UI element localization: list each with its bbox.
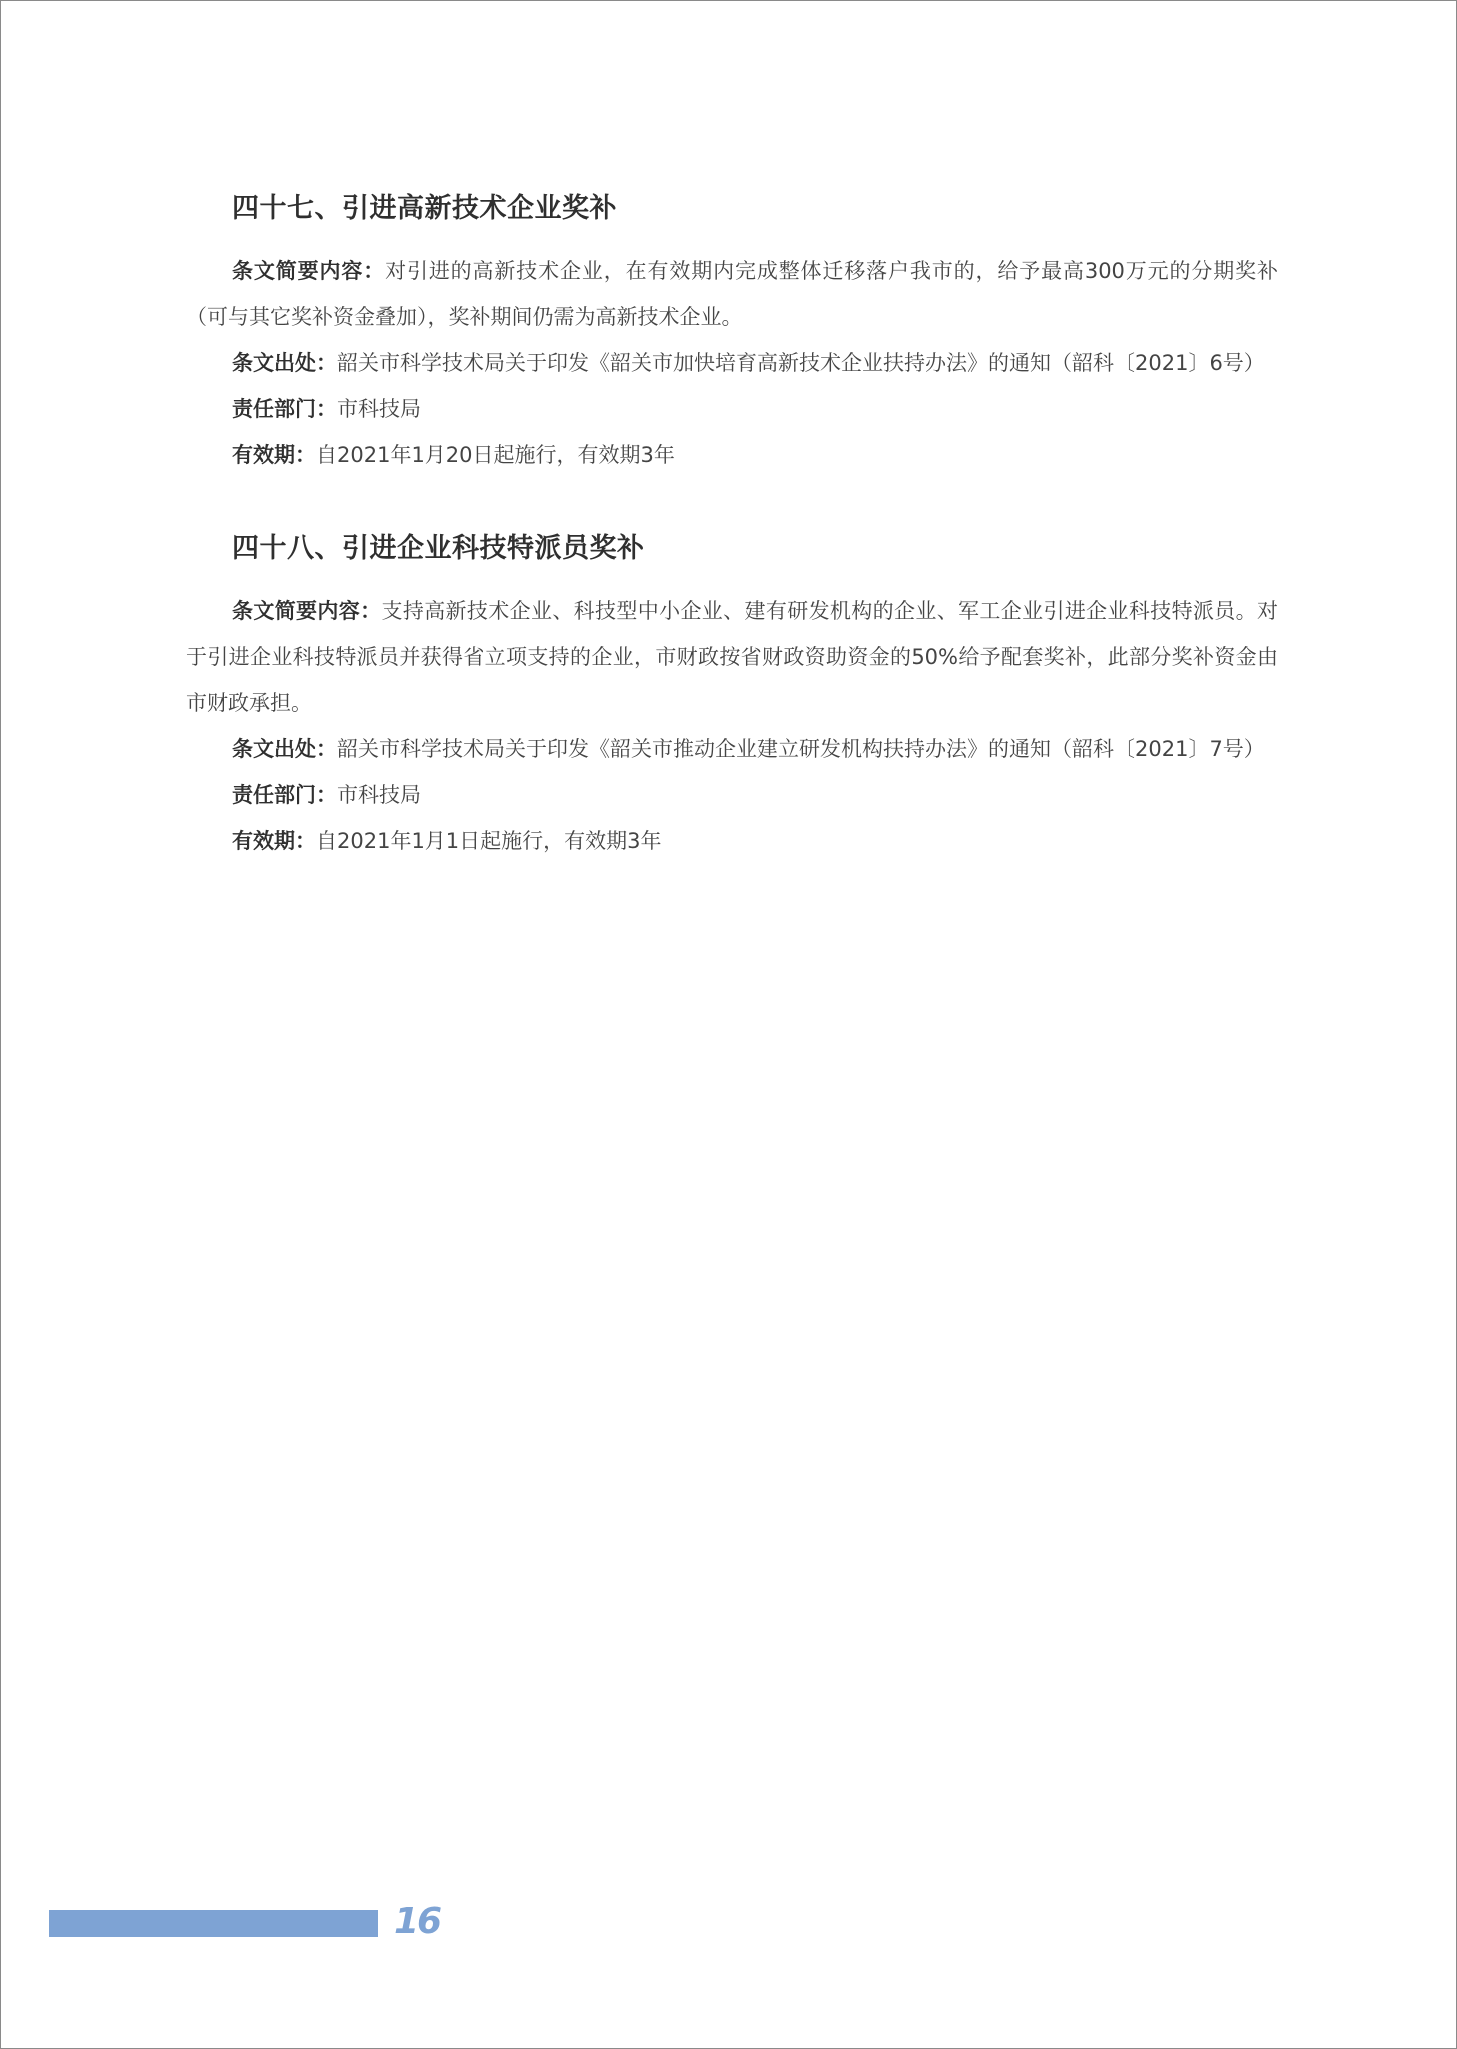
department-label: 责任部门：: [232, 783, 337, 807]
document-body: [186, 184, 1278, 864]
page-number: 16: [394, 1901, 441, 1942]
department-text: 市科技局: [337, 397, 421, 421]
department-text: 市科技局: [337, 783, 421, 807]
summary-label: 条文简要内容：: [232, 599, 382, 623]
summary-paragraph: [186, 588, 1278, 726]
footer-accent-bar: [49, 1910, 378, 1937]
validity-label: 有效期：: [232, 829, 316, 853]
validity-paragraph: [186, 432, 1278, 478]
department-paragraph: [186, 386, 1278, 432]
department-paragraph: [186, 772, 1278, 818]
summary-text: 对引进的高新技术企业，在有效期内完成整体迁移落户我市的，给予最高300万元的分期奖补（可与其它奖补资金叠加），奖补期间仍需为高新技术企业。: [186, 259, 1278, 329]
summary-label: 条文简要内容：: [232, 259, 386, 283]
validity-paragraph: [186, 818, 1278, 864]
section-title: 四十七、引进高新技术企业奖补: [232, 193, 617, 224]
summary-text: 支持高新技术企业、科技型中小企业、建有研发机构的企业、军工企业引进企业科技特派员。对于引进企业科技特派员并获得省立项支持的企业，市财政按省财政资助资金的50%给予配套奖补，此部分奖补资金由市财政承担。: [186, 599, 1279, 715]
validity-text: 自2021年1月1日起施行，有效期3年: [316, 829, 662, 853]
validity-label: 有效期：: [232, 443, 316, 467]
source-label: 条文出处：: [232, 737, 337, 761]
section-title: 四十八、引进企业科技特派员奖补: [232, 533, 645, 564]
validity-text: 自2021年1月20日起施行，有效期3年: [316, 443, 675, 467]
source-paragraph: [186, 726, 1278, 772]
source-label: 条文出处：: [232, 351, 337, 375]
policy-section-47: [186, 184, 1278, 478]
summary-paragraph: [186, 248, 1278, 340]
source-paragraph: [186, 340, 1278, 386]
source-text: 韶关市科学技术局关于印发《韶关市加快培育高新技术企业扶持办法》的通知（韶科〔2021〕6号）: [337, 351, 1265, 375]
department-label: 责任部门：: [232, 397, 337, 421]
policy-section-48: [186, 524, 1278, 864]
source-text: 韶关市科学技术局关于印发《韶关市推动企业建立研发机构扶持办法》的通知（韶科〔2021〕7号）: [337, 737, 1265, 761]
